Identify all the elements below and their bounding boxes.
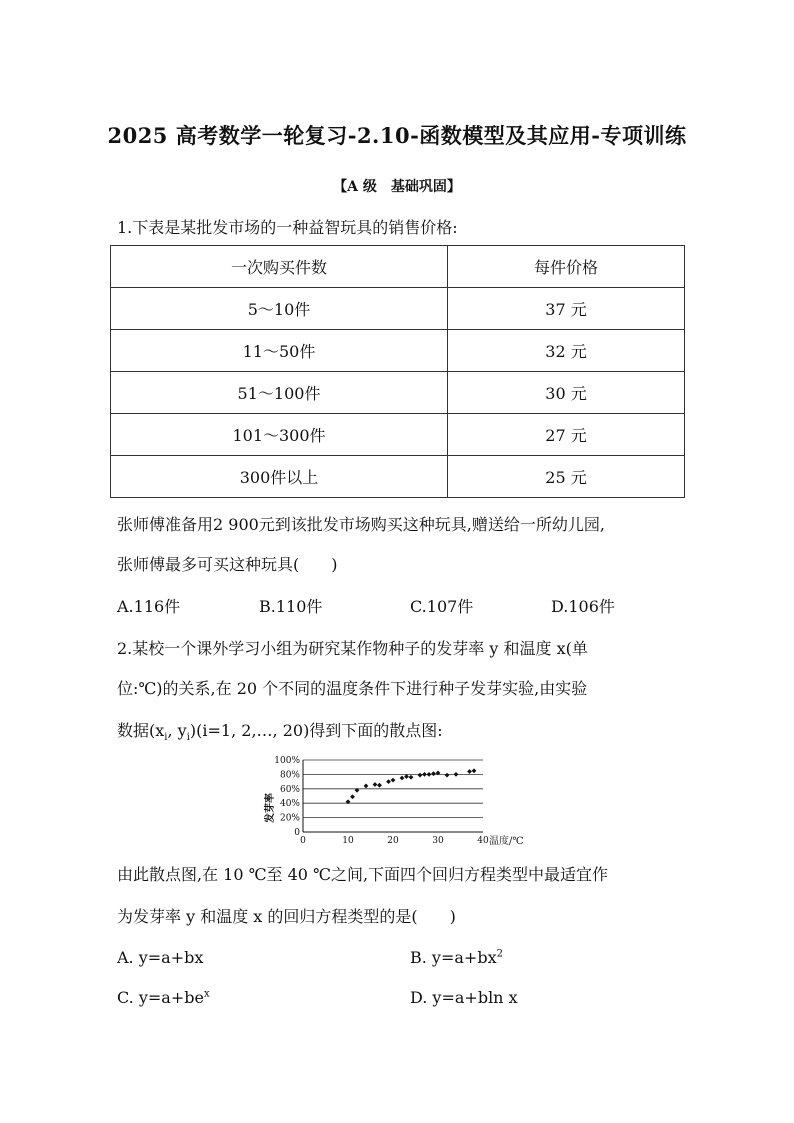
data-point: [400, 776, 405, 781]
table-header: 每件价格: [448, 246, 685, 288]
q2-option-d: D. y=a+bln x: [410, 988, 518, 1007]
q2-option-b-text: B. y=a+bx: [410, 948, 497, 967]
table-row: [111, 372, 685, 414]
q2-line: [117, 718, 443, 743]
q1-text-line: 张师傅最多可买这种玩具( ): [117, 555, 338, 574]
data-point: [364, 784, 369, 789]
scatter-chart: [255, 752, 545, 848]
data-point: [431, 771, 436, 776]
x-axis-label: 温度/℃: [489, 836, 524, 847]
table-row: [111, 330, 685, 372]
q2-option-b: [410, 948, 503, 967]
q1-stem: 1.下表是某批发市场的一种益智玩具的销售价格:: [117, 218, 458, 237]
data-point: [467, 769, 472, 774]
chart-x-ticks: [300, 836, 489, 846]
x-tick-label: 30: [432, 836, 444, 846]
y-axis-label: 发芽率: [265, 793, 276, 823]
table-cell: 30 元: [448, 372, 685, 414]
data-point: [418, 773, 423, 778]
price-table: [110, 245, 685, 498]
q1-option-c: C.107件: [410, 597, 474, 616]
q2-option-a: A. y=a+bx: [117, 948, 204, 967]
document-title: 2025 高考数学一轮复习-2.10-函数模型及其应用-专项训练: [107, 123, 687, 148]
data-point: [391, 778, 396, 783]
table-cell: 51～100件: [111, 372, 448, 414]
data-point: [422, 772, 427, 777]
table-cell: 27 元: [448, 414, 685, 456]
chart-points: [346, 768, 477, 804]
q1-text-line: 张师傅准备用2 900元到该批发市场购买这种玩具,赠送给一所幼儿园,: [117, 515, 605, 534]
chart-axes: [303, 760, 483, 832]
data-point: [373, 782, 378, 787]
q2-line3-part: 数据(x: [117, 721, 165, 740]
q2-option-b-exponent: 2: [496, 948, 503, 960]
table-header-row: [111, 246, 685, 288]
y-tick-label: 100%: [274, 756, 300, 766]
q2-line: 由此散点图,在 10 ℃至 40 ℃之间,下面四个回归方程类型中最适宜作: [117, 865, 609, 884]
x-tick-label: 10: [342, 836, 354, 846]
table-cell: 300件以上: [111, 456, 448, 498]
y-tick-label: 20%: [279, 813, 300, 824]
table-cell: 25 元: [448, 456, 685, 498]
q2-option-c-exponent: x: [203, 988, 210, 1000]
q2-line: 位:℃)的关系,在 20 个不同的温度条件下进行种子发芽实验,由实验: [117, 679, 588, 698]
data-point: [427, 772, 432, 777]
q2-subscript: i: [186, 732, 190, 744]
x-tick-label: 40: [477, 836, 489, 846]
chart-y-ticks: [274, 756, 300, 838]
table-header: 一次购买件数: [111, 246, 448, 288]
q2-option-c-text: C. y=a+be: [117, 988, 204, 1007]
table-cell: 32 元: [448, 330, 685, 372]
q2-line: 2.某校一个课外学习小组为研究某作物种子的发芽率 y 和温度 x(单: [117, 639, 588, 658]
q2-line: 为发芽率 y 和温度 x 的回归方程类型的是( ): [117, 907, 456, 926]
data-point: [445, 773, 450, 778]
y-tick-label: 60%: [279, 784, 300, 795]
q1-option-a: A.116件: [117, 597, 181, 616]
table-cell: 11～50件: [111, 330, 448, 372]
table-row: [111, 456, 685, 498]
data-point: [377, 783, 382, 788]
y-tick-label: 40%: [279, 799, 300, 810]
chart-grid: [303, 760, 483, 818]
section-heading: 【A 级 基础巩固】: [333, 179, 461, 195]
x-tick-label: 20: [387, 836, 399, 846]
data-point: [472, 768, 477, 773]
q2-line3-part: )(i=1, 2,…, 20)得到下面的散点图:: [189, 721, 443, 740]
table-cell: 5～10件: [111, 288, 448, 330]
data-point: [454, 772, 459, 777]
q2-option-c: [117, 988, 210, 1007]
q1-option-b: B.110件: [259, 597, 323, 616]
table-row: [111, 288, 685, 330]
q1-option-d: D.106件: [551, 597, 615, 616]
table-cell: 37 元: [448, 288, 685, 330]
y-tick-label: 0: [294, 828, 300, 838]
table-cell: 101～300件: [111, 414, 448, 456]
data-point: [404, 774, 409, 779]
data-point: [350, 794, 355, 799]
table-row: [111, 414, 685, 456]
data-point: [409, 775, 414, 780]
data-point: [386, 779, 391, 784]
q2-line3-part: , y: [167, 721, 187, 740]
q2-subscript: i: [164, 732, 168, 744]
y-tick-label: 80%: [279, 770, 300, 781]
x-tick-label: 0: [300, 836, 306, 846]
